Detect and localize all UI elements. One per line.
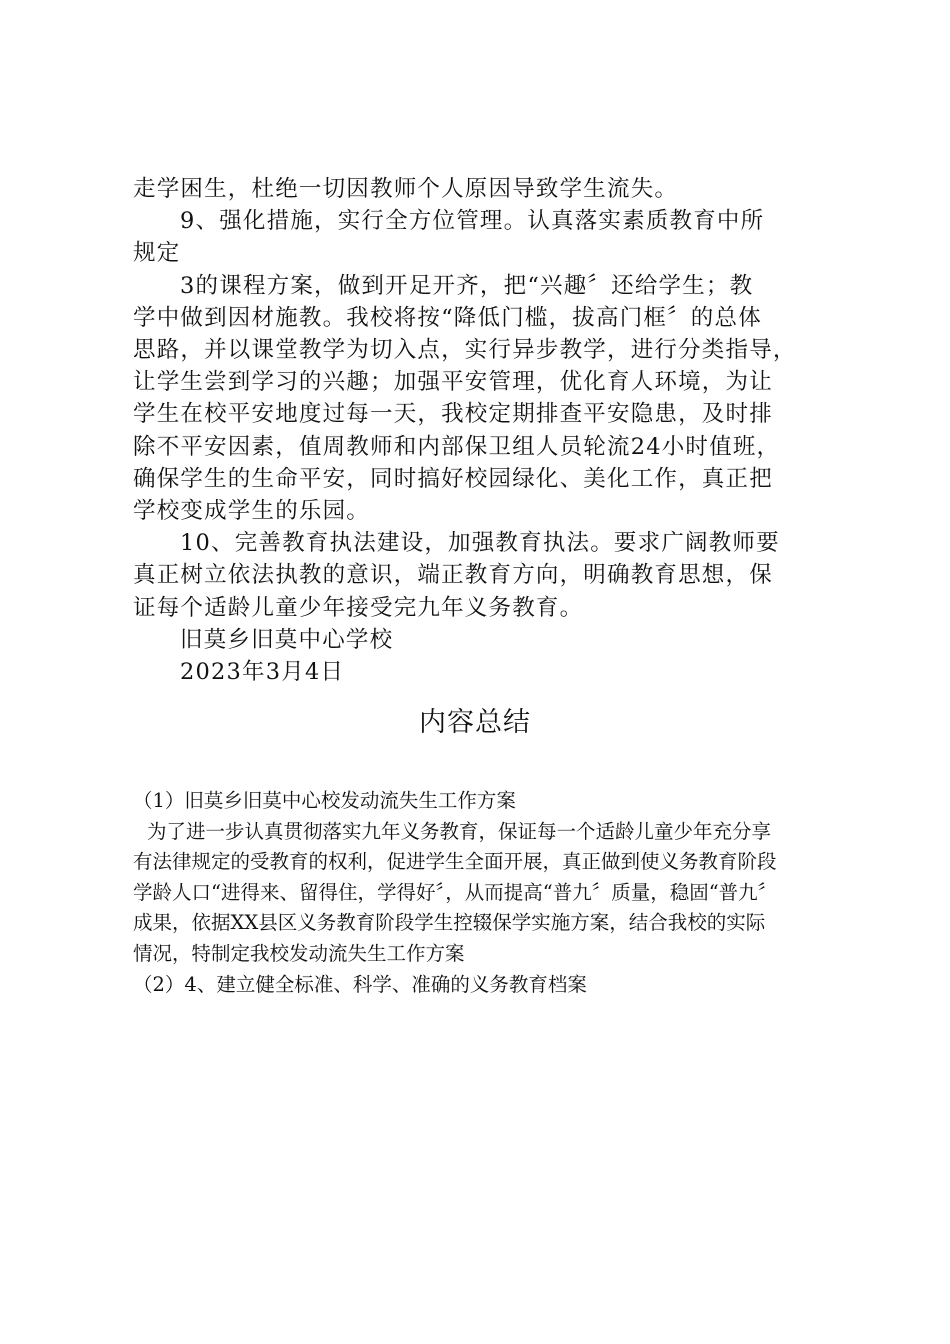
summary-section [133,786,833,1000]
body-line: 证每个适龄儿童少年接受完九年义务教育。 [133,594,584,621]
document-body [133,173,833,688]
summary-line: （1）旧莫乡旧莫中心校发动流失生工作方案 [133,789,516,812]
body-line: 让学生尝到学习的兴趣；加强平安管理，优化育人环境，为让 [133,369,773,396]
body-line: 走学困生，杜绝一切因教师个人原因导致学生流失。 [133,176,679,202]
signature-school: 旧莫乡旧莫中心学校 [180,626,394,653]
body-line: 10、完善教育执法建设，加强教育执法。要求广阔教师要 [180,530,780,557]
body-line: 9、强化措施，实行全方位管理。认真落实素质教育中所 [180,208,765,235]
summary-line: （2）4、建立健全标准、科学、准确的义务教育档案 [133,972,587,996]
body-line: 学中做到因材施教。我校将按“降低门槛，拔高门框〞的总体 [133,304,762,331]
summary-title: 内容总结 [419,707,531,738]
signature-date: 2023年3月4日 [180,659,345,686]
summary-line: 成果，依据XX县区义务教育阶段学生控辍保学实施方案，结合我校的实际 [133,911,766,935]
body-line: 学校变成学生的乐园。 [133,498,371,525]
body-line: 思路，并以课堂教学为切入点，实行异步教学，进行分类指导， [133,337,797,364]
summary-line: 为了进一步认真贯彻落实九年义务教育，保证每一个适龄儿童少年充分享 [147,819,772,843]
body-line: 真正树立依法执教的意识，端正教育方向，明确教育思想，保 [133,562,773,589]
summary-line: 学龄人口“进得来、留得住，学得好〞，从而提高“普九〞质量，稳固“普九〞 [133,880,778,904]
body-line: 确保学生的生命平安，同时搞好校园绿化、美化工作，真正把 [133,465,773,492]
summary-line: 情况，特制定我校发动流失生工作方案 [133,941,465,965]
body-line: 规定 [133,240,181,267]
summary-line: 有法律规定的受教育的权利，促进学生全面开展，真正做到使义务教育阶段 [133,850,777,874]
body-line: 除不平安因素，值周教师和内部保卫组人员轮流24小时值班， [133,433,781,460]
body-line: 学生在校平安地度过每一天，我校定期排查平安隐患，及时排 [133,401,773,428]
body-line: 3的课程方案，做到开足开齐，把“兴趣〞还给学生；教 [180,272,754,299]
